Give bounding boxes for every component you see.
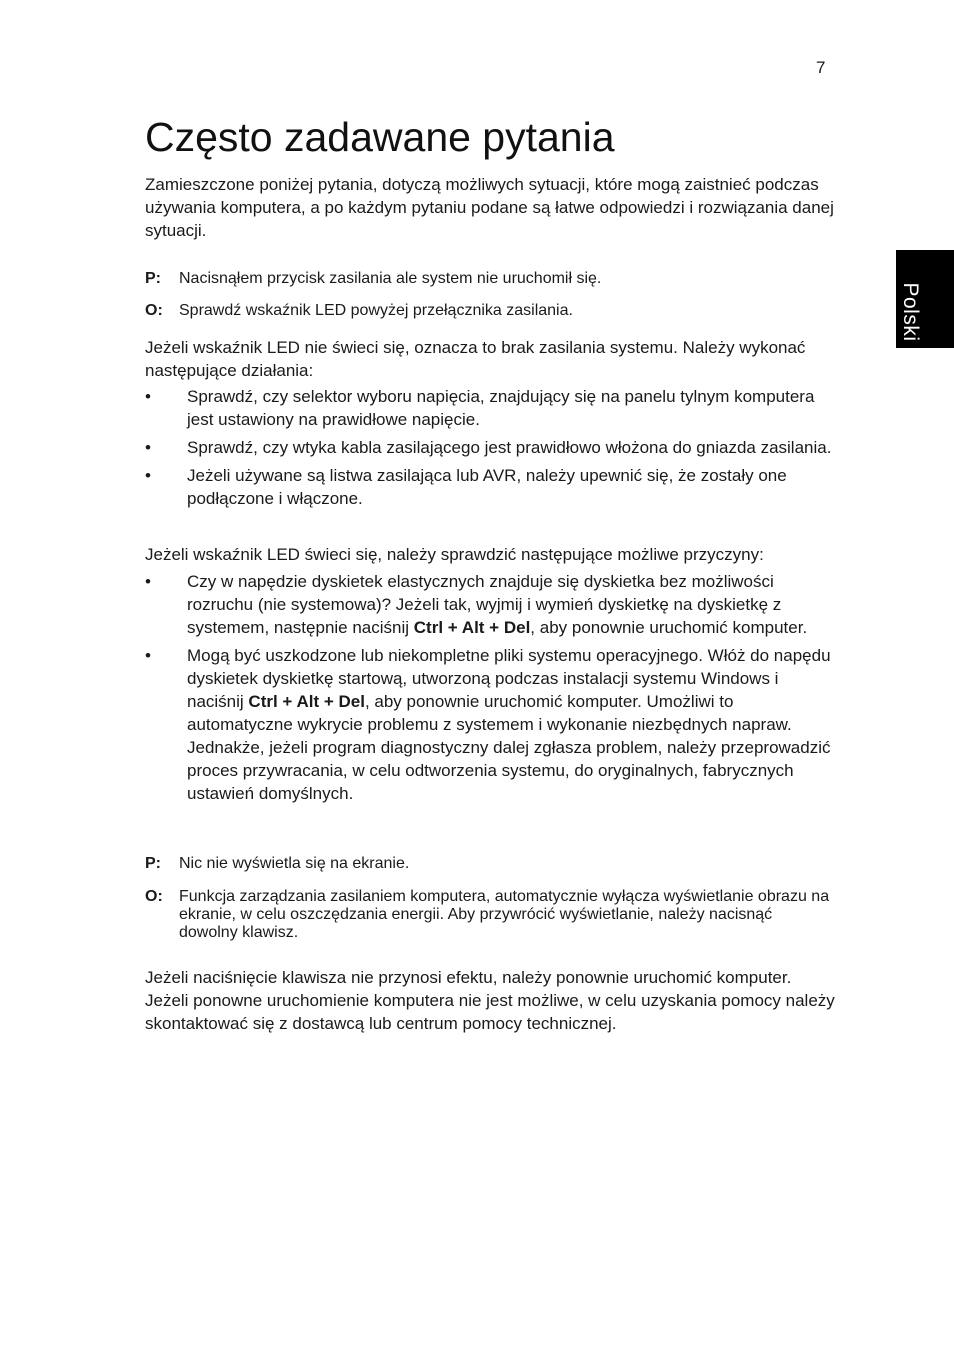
intro-paragraph: Zamieszczone poniżej pytania, dotyczą możliwych sytuacji, które mogą zaistnieć podczas używania komputera, a po każdym pytaniu podane są łatwe odpowiedzi i rozwiązania danej sytuacji. (145, 175, 834, 240)
bullet: • (145, 572, 151, 591)
followup-paragraph: Jeżeli naciśnięcie klawisza nie przynosi efektu, należy ponownie uruchomić komputer. Jeżeli ponowne uruchomienie komputera nie jest możliwe, w celu uzyskania pomocy należy skontaktować się z dostawcą lub centrum pomocy technicznej. (145, 968, 835, 1033)
list-item-text: Sprawdź, czy wtyka kabla zasilającego jest prawidłowo włożona do gniazda zasilania. (187, 438, 832, 457)
page-number: 7 (816, 58, 826, 77)
bullet: • (145, 438, 151, 457)
led-on-paragraph: Jeżeli wskaźnik LED świeci się, należy sprawdzić następujące możliwe przyczyny: (145, 545, 764, 564)
page-title: Często zadawane pytania (145, 114, 615, 160)
answer-text: Funkcja zarządzania zasilaniem komputera, automatycznie wyłącza wyświetlanie obrazu na ekranie, w celu oszczędzania energii. Aby przywrócić wyświetlanie, należy nacisnąć dowolny klawisz. (179, 888, 830, 941)
answer-label: O: (145, 302, 163, 319)
question-2 (145, 855, 835, 873)
list-item-text: Sprawdź, czy selektor wyboru napięcia, znajdujący się na panelu tylnym komputera jest ustawiony na prawidłowe napięcie. (187, 387, 815, 429)
list-item-text: Czy w napędzie dyskietek elastycznych znajduje się dyskietka bez możliwości rozruchu (nie systemowa)? Jeżeli tak, wyjmij i wymień dyskietkę na dyskietkę z systemem, następnie naciśnij (187, 572, 782, 637)
answer-2 (145, 888, 835, 942)
language-tab (896, 250, 954, 348)
list-item-text: Mogą być uszkodzone lub niekompletne pliki systemu operacyjnego. Włóż do napędu dyskietek dyskietkę startową, utworzoną podczas instalacji systemu Windows i naciśnij (187, 646, 831, 711)
question-1 (145, 270, 835, 288)
question-label: P: (145, 270, 161, 287)
bullet: • (145, 466, 151, 485)
no-led-list (145, 385, 835, 515)
led-on-list (145, 570, 835, 810)
list-item (145, 436, 835, 459)
answer-text: Sprawdź wskaźnik LED powyżej przełącznika zasilania. (179, 302, 573, 319)
bullet: • (145, 646, 151, 665)
question-text: Nacisnąłem przycisk zasilania ale system nie uruchomił się. (179, 270, 602, 287)
list-item-text: , aby ponownie uruchomić komputer. (530, 618, 808, 637)
list-item-text: , aby ponownie uruchomić komputer. Umożliwi to automatyczne wykrycie problemu z systemem i wykonanie niezbędnych napraw. Jednakże, jeżeli program diagnostyczny dalej zgłasza problem, należy przeprowadzić proces przywracania, w celu odtworzenia systemu, do oryginalnych, fabrycznych ustawień domyślnych. (187, 692, 831, 803)
no-led-paragraph: Jeżeli wskaźnik LED nie świeci się, oznacza to brak zasilania systemu. Należy wykonać następujące działania: (145, 338, 806, 380)
key-combination: Ctrl + Alt + Del (413, 618, 531, 637)
question-text: Nic nie wyświetla się na ekranie. (179, 855, 410, 872)
bullet: • (145, 387, 151, 406)
language-tab-label: Polski (899, 282, 922, 342)
list-item (145, 385, 835, 431)
list-item (145, 570, 835, 639)
list-item-text: Jeżeli używane są listwa zasilająca lub AVR, należy upewnić się, że zostały one podłączone i włączone. (187, 466, 787, 508)
list-item (145, 644, 835, 805)
key-combination: Ctrl + Alt + Del (248, 692, 365, 711)
question-label: P: (145, 855, 161, 872)
answer-label: O: (145, 888, 163, 905)
list-item (145, 464, 835, 510)
answer-1 (145, 302, 835, 320)
